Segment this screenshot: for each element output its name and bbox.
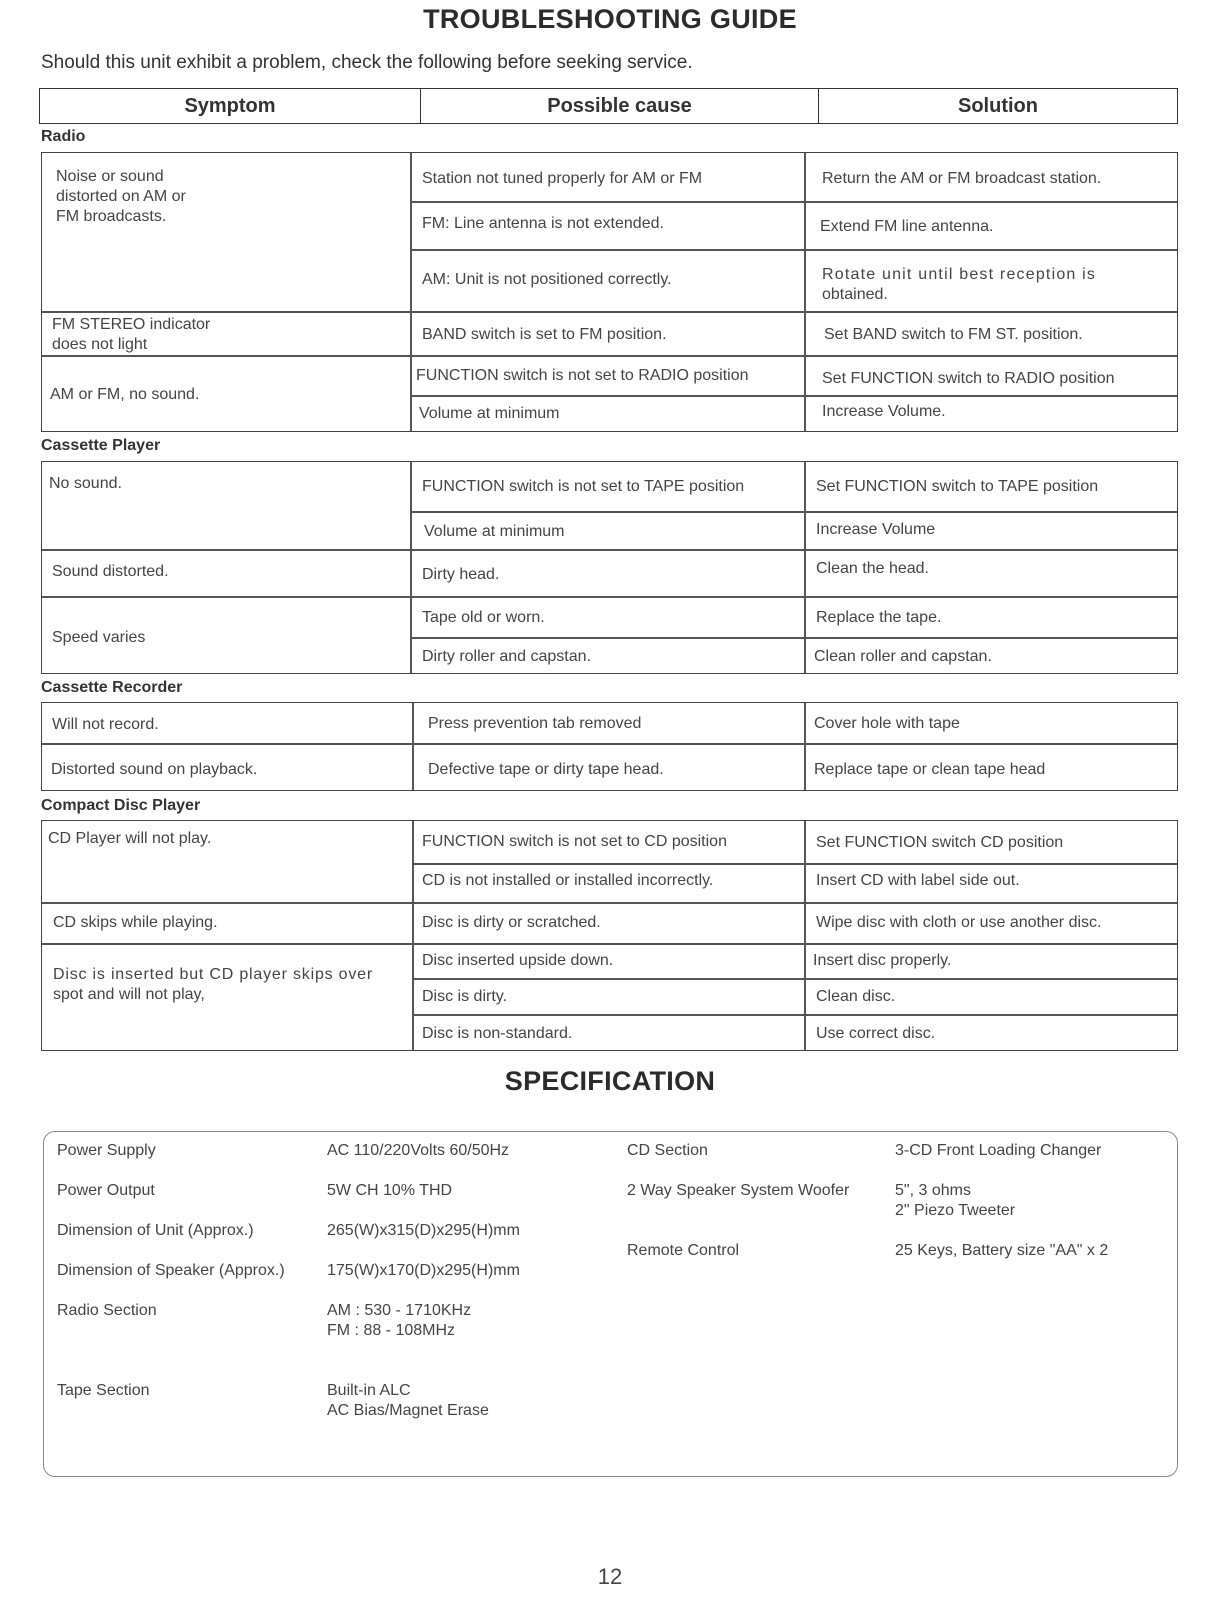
divider [412, 978, 1177, 980]
spec-label: Tape Section [57, 1382, 150, 1399]
divider [410, 153, 412, 431]
spec-value: AM : 530 - 1710KHz [327, 1302, 472, 1319]
divider [804, 703, 806, 790]
divider [410, 249, 1177, 251]
cause-text: Press prevention tab removed [428, 715, 642, 732]
solution-text: Increase Volume. [822, 403, 946, 420]
cause-text: FM: Line antenna is not extended. [422, 215, 664, 232]
cause-text: FUNCTION switch is not set to TAPE position [422, 478, 745, 495]
symptom-text: Disc is inserted but CD player skips over [53, 966, 374, 983]
symptom-text: CD Player will not play. [48, 830, 212, 847]
intro-text: Should this unit exhibit a problem, check the following before seeking service. [41, 52, 693, 73]
spec-label: Power Output [57, 1182, 155, 1199]
divider [410, 395, 1177, 397]
symptom-text: Will not record. [52, 716, 159, 733]
header-cause: Possible cause [421, 89, 819, 123]
spec-value: 25 Keys, Battery size "AA" x 2 [895, 1242, 1109, 1259]
solution-text: Increase Volume [816, 521, 936, 538]
symptom-text: does not light [52, 336, 148, 353]
cause-text: Defective tape or dirty tape head. [428, 761, 664, 778]
cause-text: Disc is dirty or scratched. [422, 914, 601, 931]
solution-text: Set FUNCTION switch CD position [816, 834, 1064, 851]
symptom-text: FM STEREO indicator [52, 316, 211, 333]
solution-text: Insert disc properly. [813, 952, 952, 969]
spec-value: 2" Piezo Tweeter [895, 1202, 1016, 1219]
divider [412, 703, 414, 790]
solution-text: Insert CD with label side out. [816, 872, 1020, 889]
divider [804, 153, 806, 431]
header-solution: Solution [958, 94, 1038, 117]
cause-text: BAND switch is set to FM position. [422, 326, 667, 343]
section-label-cassette-player: Cassette Player [41, 437, 161, 454]
solution-text: Cover hole with tape [814, 715, 960, 732]
spec-label: Dimension of Unit (Approx.) [57, 1222, 254, 1239]
divider [410, 511, 1177, 513]
divider [410, 637, 1177, 639]
cause-text: AM: Unit is not positioned correctly. [422, 271, 672, 288]
divider [42, 743, 1177, 745]
cause-text: Station not tuned properly for AM or FM [422, 170, 703, 187]
symptom-text: spot and will not play, [53, 986, 205, 1003]
cause-text: Disc is non-standard. [422, 1025, 573, 1042]
page-title: TROUBLESHOOTING GUIDE [423, 4, 797, 34]
divider [42, 549, 1177, 551]
solution-text: Clean roller and capstan. [814, 648, 992, 665]
spec-value: Built-in ALC [327, 1382, 411, 1399]
spec-label: Dimension of Speaker (Approx.) [57, 1262, 285, 1279]
spec-title: SPECIFICATION [504, 1066, 716, 1096]
symptom-text: FM broadcasts. [56, 208, 167, 225]
divider [412, 1014, 1177, 1016]
spec-box [43, 1131, 1178, 1477]
spec-label: CD Section [627, 1142, 708, 1159]
cassette-player-table [41, 461, 1178, 674]
solution-text: Set FUNCTION switch to TAPE position [816, 478, 1099, 495]
cause-text: Volume at minimum [419, 405, 560, 422]
solution-text: Set FUNCTION switch to RADIO position [822, 370, 1115, 387]
cd-player-table [41, 820, 1178, 1051]
spec-value: AC 110/220Volts 60/50Hz [327, 1142, 510, 1159]
divider [412, 821, 414, 1050]
cause-text: Volume at minimum [424, 523, 565, 540]
header-symptom: Symptom [40, 89, 421, 123]
spec-label: Remote Control [627, 1242, 740, 1259]
solution-text: Return the AM or FM broadcast station. [822, 170, 1102, 187]
spec-label: 2 Way Speaker System Woofer [627, 1182, 850, 1199]
divider [42, 902, 1177, 904]
cause-text: Dirty roller and capstan. [422, 648, 591, 665]
section-label-cassette-recorder: Cassette Recorder [41, 679, 183, 696]
divider [410, 201, 1177, 203]
symptom-text: Distorted sound on playback. [51, 761, 258, 778]
spec-value: 5W CH 10% THD [327, 1182, 453, 1199]
radio-table [41, 152, 1178, 432]
divider [42, 596, 1177, 598]
solution-text: obtained. [822, 286, 888, 303]
solution-text: Replace the tape. [816, 609, 942, 626]
cause-text: FUNCTION switch is not set to RADIO position [416, 367, 749, 384]
spec-value: 3-CD Front Loading Changer [895, 1142, 1102, 1159]
table-header [39, 88, 1178, 124]
cause-text: Tape old or worn. [422, 609, 545, 626]
symptom-text: Sound distorted. [52, 563, 169, 580]
divider [410, 462, 412, 673]
spec-value: 175(W)x170(D)x295(H)mm [327, 1262, 520, 1279]
solution-text: Clean the head. [816, 560, 929, 577]
section-label-radio: Radio [41, 128, 86, 145]
symptom-text: CD skips while playing. [53, 914, 218, 931]
cause-text: Dirty head. [422, 566, 500, 583]
divider [42, 943, 1177, 945]
symptom-text: distorted on AM or [56, 188, 186, 205]
divider [42, 311, 1177, 313]
cause-text: Disc inserted upside down. [422, 952, 614, 969]
symptom-text: AM or FM, no sound. [50, 386, 200, 403]
divider [804, 462, 806, 673]
spec-value: 5", 3 ohms [895, 1182, 971, 1199]
page-number: 12 [597, 1564, 623, 1589]
divider [412, 863, 1177, 865]
solution-text: Set BAND switch to FM ST. position. [824, 326, 1083, 343]
symptom-text: Noise or sound [56, 168, 164, 185]
spec-label: Radio Section [57, 1302, 157, 1319]
solution-text: Clean disc. [816, 988, 896, 1005]
spec-value: FM : 88 - 108MHz [327, 1322, 456, 1339]
cause-text: FUNCTION switch is not set to CD position [422, 833, 727, 850]
cause-text: CD is not installed or installed incorrectly. [422, 872, 714, 889]
spec-value: AC Bias/Magnet Erase [327, 1402, 489, 1419]
cause-text: Disc is dirty. [422, 988, 508, 1005]
solution-text: Wipe disc with cloth or use another disc. [816, 914, 1102, 931]
solution-text: Extend FM line antenna. [820, 218, 994, 235]
spec-value: 265(W)x315(D)x295(H)mm [327, 1222, 520, 1239]
section-label-cd-player: Compact Disc Player [41, 797, 201, 814]
solution-text: Replace tape or clean tape head [814, 761, 1046, 778]
divider [42, 355, 1177, 357]
spec-label: Power Supply [57, 1142, 156, 1159]
symptom-text: No sound. [49, 475, 122, 492]
symptom-text: Speed varies [52, 629, 146, 646]
divider [804, 821, 806, 1050]
cassette-recorder-table [41, 702, 1178, 791]
solution-text: Rotate unit until best reception is [822, 266, 1097, 283]
solution-text: Use correct disc. [816, 1025, 936, 1042]
